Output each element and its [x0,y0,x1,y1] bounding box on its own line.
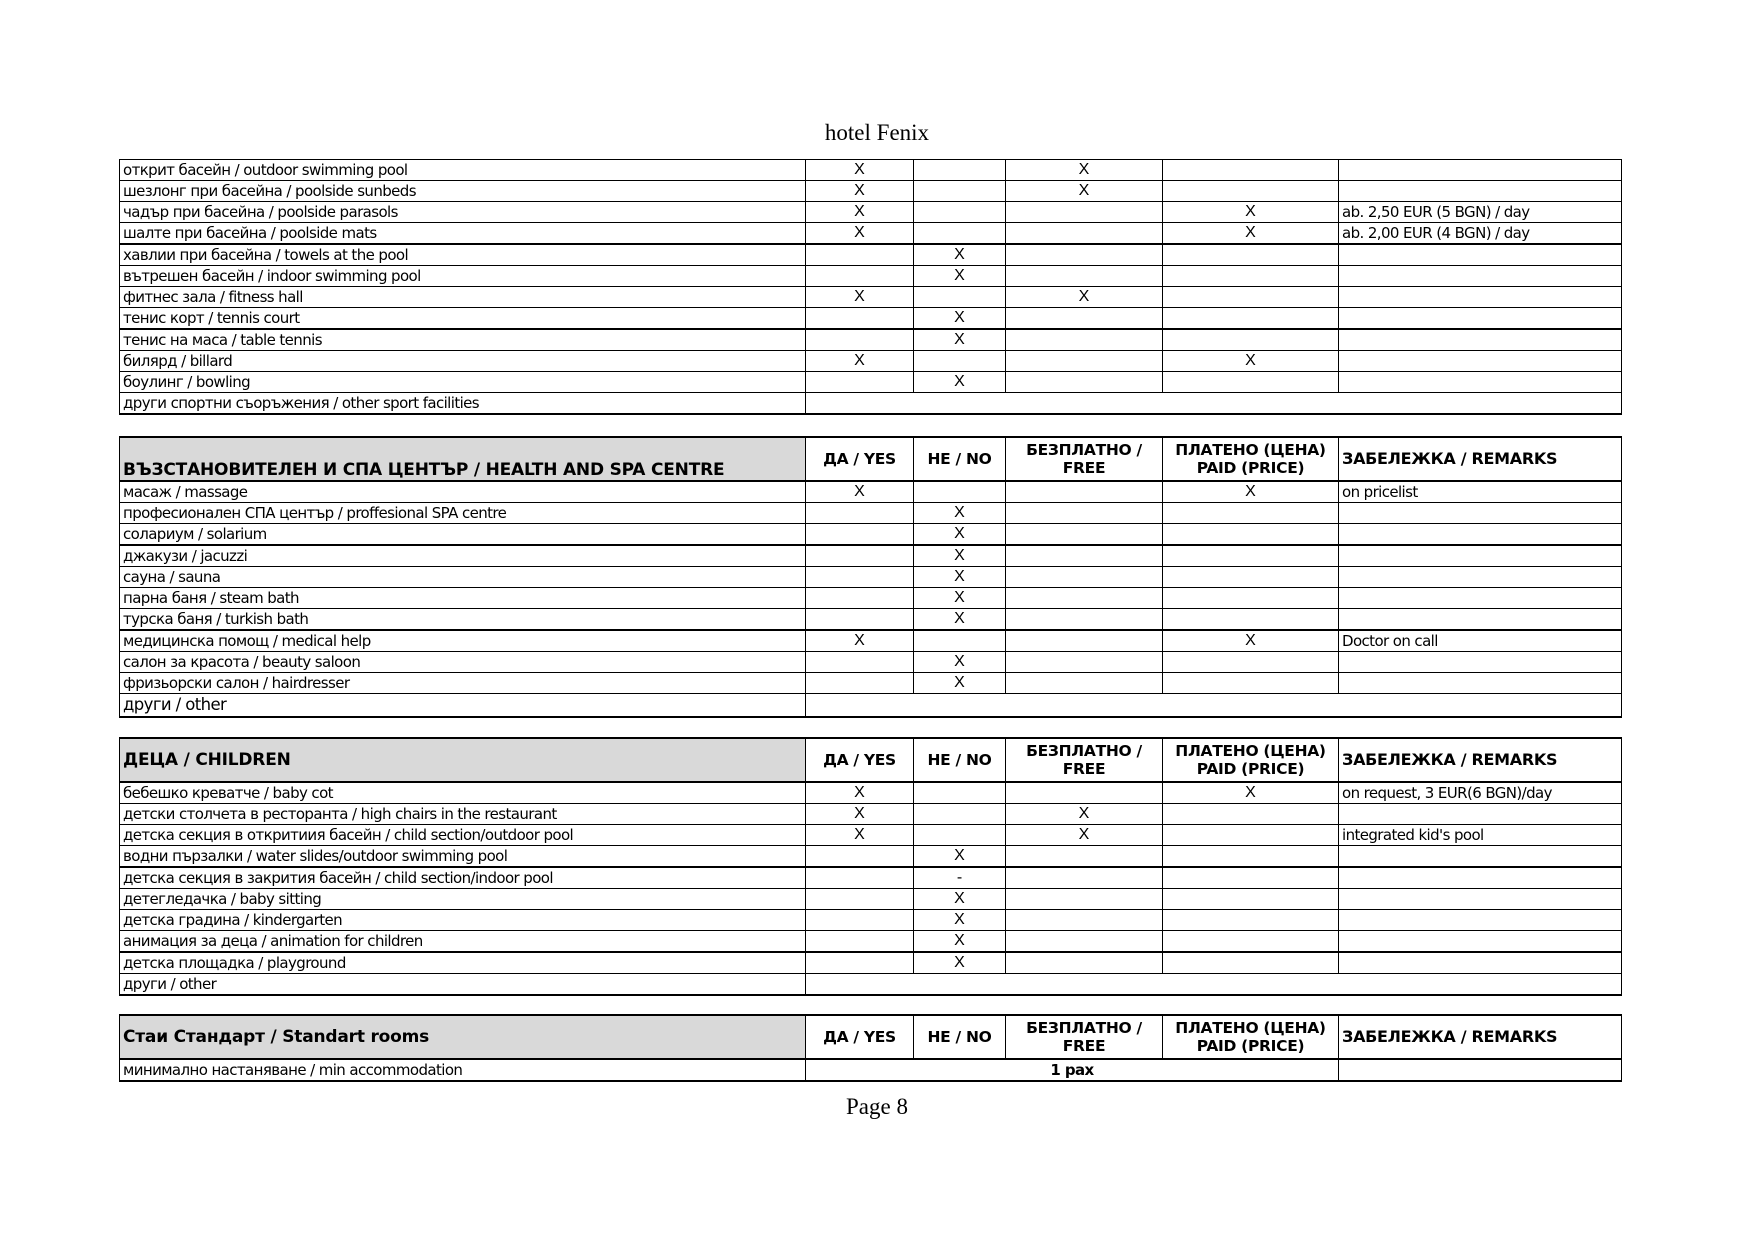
cell-yes [806,588,914,609]
section-heading: ВЪЗСТАНОВИТЕЛЕН И СПА ЦЕНТЪР / HEALTH AND SPA CENTRE [120,437,806,481]
cell-no: X [914,952,1006,974]
cell-remarks [1339,351,1622,372]
table-row [120,567,1622,588]
cell-no [914,782,1006,804]
row-label: джакузи / jacuzzi [120,545,806,567]
row-label: фитнес зала / fitness hall [120,287,806,308]
cell-paid [1163,609,1339,631]
cell-yes: X [806,351,914,372]
cell-paid [1163,181,1339,202]
cell-remarks [1339,910,1622,931]
column-header-yes: ДА / YES [806,738,914,782]
cell-remarks [1339,266,1622,287]
min-accommodation-value: 1 pax [806,1059,1339,1081]
row-label: тенис на маса / table tennis [120,329,806,351]
row-label: парна баня / steam bath [120,588,806,609]
cell-free [1006,545,1163,567]
cell-remarks [1339,329,1622,351]
cell-yes [806,503,914,524]
cell-paid: X [1163,782,1339,804]
row-label: чадър при басейна / poolside parasols [120,202,806,223]
cell-yes [806,329,914,351]
cell-free [1006,588,1163,609]
cell-yes: X [806,181,914,202]
cell-no: X [914,931,1006,953]
table-row [120,503,1622,524]
cell-remarks [1339,545,1622,567]
row-label: детегледачка / baby sitting [120,889,806,910]
cell-remarks [1339,244,1622,266]
other-details-cell [806,393,1622,415]
cell-remarks [1339,652,1622,673]
table-row [120,630,1622,652]
row-label: фризьорски салон / hairdresser [120,673,806,694]
cell-no: X [914,308,1006,330]
cell-no: X [914,889,1006,910]
table-row-other [120,694,1622,718]
cell-paid [1163,867,1339,889]
cell-remarks [1339,503,1622,524]
cell-no [914,351,1006,372]
column-header-free: БЕЗПЛАТНО / FREE [1006,437,1163,481]
cell-free [1006,652,1163,673]
cell-remarks: on pricelist [1339,481,1622,503]
table-row [120,524,1622,546]
sport-facilities-table [119,159,1622,415]
cell-no [914,181,1006,202]
column-header-no: НЕ / NO [914,738,1006,782]
cell-remarks [1339,524,1622,546]
cell-no: X [914,910,1006,931]
children-table [119,737,1622,996]
table-row [120,481,1622,503]
cell-paid [1163,160,1339,181]
cell-paid [1163,952,1339,974]
cell-no [914,223,1006,245]
row-label: сауна / sauna [120,567,806,588]
cell-free [1006,329,1163,351]
cell-paid [1163,588,1339,609]
cell-no: - [914,867,1006,889]
column-header-no: НЕ / NO [914,1015,1006,1059]
cell-remarks: Doctor on call [1339,630,1622,652]
table-row [120,910,1622,931]
cell-paid [1163,673,1339,694]
row-label: други / other [120,694,806,718]
cell-no: X [914,329,1006,351]
cell-free [1006,372,1163,393]
row-label: детска секция в закрития басейн / child section/indoor pool [120,867,806,889]
cell-no: X [914,372,1006,393]
cell-paid [1163,652,1339,673]
cell-remarks [1339,181,1622,202]
row-label: други спортни съоръжения / other sport facilities [120,393,806,415]
cell-yes [806,846,914,868]
cell-free [1006,503,1163,524]
cell-yes [806,372,914,393]
health-spa-table [119,436,1622,718]
cell-free [1006,609,1163,631]
cell-paid [1163,524,1339,546]
cell-paid [1163,372,1339,393]
cell-no [914,804,1006,825]
table-header-row [120,738,1622,782]
cell-no: X [914,503,1006,524]
table-row [120,1059,1622,1081]
cell-remarks [1339,588,1622,609]
cell-free [1006,889,1163,910]
table-row [120,202,1622,223]
cell-free: X [1006,825,1163,846]
cell-paid [1163,266,1339,287]
page-number: Page 8 [846,1094,908,1119]
row-label: детски столчета в ресторанта / high chairs in the restaurant [120,804,806,825]
row-label: други / other [120,974,806,996]
cell-yes: X [806,287,914,308]
standard-rooms-table [119,1014,1622,1082]
cell-yes: X [806,782,914,804]
table-row-other [120,974,1622,996]
cell-yes: X [806,804,914,825]
cell-free [1006,266,1163,287]
cell-yes: X [806,223,914,245]
cell-yes: X [806,630,914,652]
table-row [120,588,1622,609]
table-row [120,673,1622,694]
table-row [120,181,1622,202]
cell-free [1006,567,1163,588]
cell-no [914,160,1006,181]
cell-yes [806,244,914,266]
table-row [120,931,1622,953]
cell-remarks [1339,308,1622,330]
cell-paid [1163,329,1339,351]
cell-remarks [1339,931,1622,953]
table-row [120,545,1622,567]
cell-paid [1163,287,1339,308]
cell-yes [806,910,914,931]
cell-free [1006,782,1163,804]
cell-remarks [1339,372,1622,393]
column-header-remarks: ЗАБЕЛЕЖКА / REMARKS [1339,738,1622,782]
table-row [120,782,1622,804]
column-header-free: БЕЗПЛАТНО / FREE [1006,738,1163,782]
cell-no: X [914,588,1006,609]
cell-free [1006,910,1163,931]
table-header-row [120,1015,1622,1059]
table-row [120,804,1622,825]
other-details-cell [806,694,1622,718]
cell-no: X [914,673,1006,694]
row-label: тенис корт / tennis court [120,308,806,330]
row-label: детска градина / kindergarten [120,910,806,931]
row-label: минимално настаняване / min accommodation [120,1059,806,1081]
column-header-paid: ПЛАТЕНО (ЦЕНА) PAID (PRICE) [1163,738,1339,782]
cell-yes [806,952,914,974]
row-label: детска площадка / playground [120,952,806,974]
cell-free [1006,481,1163,503]
cell-remarks [1339,673,1622,694]
table-row [120,308,1622,330]
cell-free [1006,630,1163,652]
cell-yes: X [806,160,914,181]
row-label: професионален СПА център / proffesional SPA centre [120,503,806,524]
table-row [120,372,1622,393]
table-row [120,609,1622,631]
cell-yes [806,673,914,694]
cell-yes [806,266,914,287]
cell-remarks: ab. 2,00 EUR (4 BGN) / day [1339,223,1622,245]
table-row [120,652,1622,673]
row-label: хавлии при басейна / towels at the pool [120,244,806,266]
cell-yes [806,545,914,567]
cell-no [914,825,1006,846]
cell-free [1006,673,1163,694]
cell-free [1006,223,1163,245]
cell-remarks [1339,287,1622,308]
table-header-row [120,437,1622,481]
cell-yes [806,889,914,910]
cell-yes [806,524,914,546]
cell-paid [1163,910,1339,931]
cell-paid [1163,931,1339,953]
cell-paid: X [1163,481,1339,503]
table-row [120,825,1622,846]
cell-remarks [1339,952,1622,974]
cell-remarks [1339,889,1622,910]
cell-yes [806,609,914,631]
table-row [120,244,1622,266]
cell-yes [806,652,914,673]
cell-paid: X [1163,630,1339,652]
table-row [120,329,1622,351]
cell-free: X [1006,287,1163,308]
row-label: масаж / massage [120,481,806,503]
cell-no: X [914,524,1006,546]
cell-no: X [914,244,1006,266]
table-row [120,266,1622,287]
other-details-cell [806,974,1622,996]
cell-free [1006,931,1163,953]
cell-remarks: ab. 2,50 EUR (5 BGN) / day [1339,202,1622,223]
row-label: шезлонг при басейна / poolside sunbeds [120,181,806,202]
cell-free [1006,351,1163,372]
cell-no: X [914,567,1006,588]
column-header-remarks: ЗАБЕЛЕЖКА / REMARKS [1339,437,1622,481]
cell-paid [1163,567,1339,588]
cell-free [1006,524,1163,546]
cell-yes: X [806,202,914,223]
row-label: медицинска помощ / medical help [120,630,806,652]
table-row [120,160,1622,181]
cell-remarks [1339,609,1622,631]
cell-yes: X [806,481,914,503]
cell-paid [1163,825,1339,846]
cell-remarks [1339,160,1622,181]
column-header-no: НЕ / NO [914,437,1006,481]
cell-no: X [914,266,1006,287]
column-header-paid: ПЛАТЕНО (ЦЕНА) PAID (PRICE) [1163,1015,1339,1059]
section-heading: Стаи Стандарт / Standart rooms [120,1015,806,1059]
table-row [120,287,1622,308]
cell-free: X [1006,181,1163,202]
cell-remarks [1339,567,1622,588]
cell-free [1006,202,1163,223]
table-row [120,846,1622,868]
cell-yes [806,931,914,953]
row-label: билярд / billard [120,351,806,372]
cell-paid [1163,804,1339,825]
cell-yes [806,567,914,588]
cell-paid [1163,889,1339,910]
cell-remarks: integrated kid's pool [1339,825,1622,846]
row-label: водни пързалки / water slides/outdoor swimming pool [120,846,806,868]
cell-yes [806,867,914,889]
cell-remarks: on request, 3 EUR(6 BGN)/day [1339,782,1622,804]
cell-free [1006,867,1163,889]
table-row [120,867,1622,889]
cell-yes [806,308,914,330]
cell-remarks [1339,846,1622,868]
cell-paid: X [1163,223,1339,245]
cell-paid [1163,545,1339,567]
cell-free [1006,952,1163,974]
column-header-yes: ДА / YES [806,1015,914,1059]
cell-paid [1163,503,1339,524]
row-remarks [1339,1059,1622,1081]
cell-free: X [1006,160,1163,181]
column-header-free: БЕЗПЛАТНО / FREE [1006,1015,1163,1059]
cell-no [914,481,1006,503]
cell-no [914,630,1006,652]
section-heading: ДЕЦА / CHILDREN [120,738,806,782]
row-label: детска секция в откритиия басейн / child section/outdoor pool [120,825,806,846]
row-label: шалте при басейна / poolside mats [120,223,806,245]
row-label: вътрешен басейн / indoor swimming pool [120,266,806,287]
row-label: солариум / solarium [120,524,806,546]
cell-paid [1163,846,1339,868]
cell-paid [1163,244,1339,266]
cell-remarks [1339,867,1622,889]
table-row [120,223,1622,245]
cell-free: X [1006,804,1163,825]
cell-free [1006,308,1163,330]
row-label: открит басейн / outdoor swimming pool [120,160,806,181]
cell-free [1006,846,1163,868]
row-label: анимация за деца / animation for children [120,931,806,953]
cell-no: X [914,609,1006,631]
row-label: боулинг / bowling [120,372,806,393]
table-row-other [120,393,1622,415]
document-title: hotel Fenix [824,120,930,145]
cell-no: X [914,652,1006,673]
cell-no: X [914,545,1006,567]
cell-no [914,202,1006,223]
row-label: турска баня / turkish bath [120,609,806,631]
column-header-paid: ПЛАТЕНО (ЦЕНА) PAID (PRICE) [1163,437,1339,481]
column-header-remarks: ЗАБЕЛЕЖКА / REMARKS [1339,1015,1622,1059]
cell-paid [1163,308,1339,330]
cell-no [914,287,1006,308]
table-row [120,351,1622,372]
table-row [120,952,1622,974]
column-header-yes: ДА / YES [806,437,914,481]
cell-paid: X [1163,351,1339,372]
cell-free [1006,244,1163,266]
cell-no: X [914,846,1006,868]
row-label: бебешко креватче / baby cot [120,782,806,804]
cell-paid: X [1163,202,1339,223]
cell-yes: X [806,825,914,846]
cell-remarks [1339,804,1622,825]
table-row [120,889,1622,910]
row-label: салон за красота / beauty saloon [120,652,806,673]
